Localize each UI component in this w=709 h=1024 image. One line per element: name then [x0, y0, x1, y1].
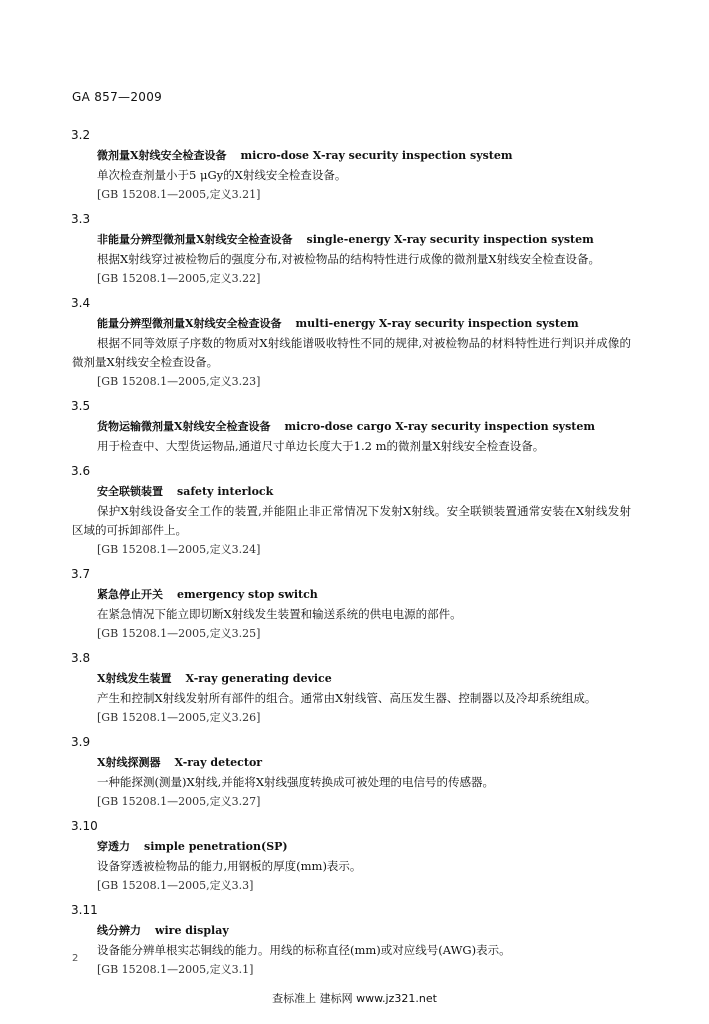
term-number: 3.11 [71, 903, 98, 917]
term-entry [0, 731, 709, 811]
term-title [0, 669, 709, 689]
term-entry [0, 460, 709, 559]
term-entry [0, 124, 709, 204]
term-definition: 在紧急情况下能立即切断X射线发生装置和输送系统的供电电源的部件。 [97, 607, 462, 621]
term-title-chinese: 货物运输微剂量X射线安全检查设备 [97, 420, 271, 433]
term-title-chinese: 微剂量X射线安全检查设备 [97, 149, 227, 162]
term-title [0, 417, 709, 437]
term-number: 3.9 [71, 735, 91, 749]
term-definition: 保护X射线设备安全工作的装置,并能阻止非正常情况下发射X射线。安全联锁装置通常安装在X射线发射区域的可拆卸部件上。 [72, 504, 631, 537]
term-definition: 根据不同等效原子序数的物质对X射线能谱吸收特性不同的规律,对被检物品的材料特性进行判识并成像的微剂量X射线安全检查设备。 [72, 336, 631, 369]
term-title-english: wire display [155, 924, 229, 937]
term-definition: 设备能分辨单根实芯铜线的能力。用线的标称直径(mm)或对应线号(AWG)表示。 [97, 943, 511, 957]
term-title-chinese: X射线发生装置 [97, 672, 172, 685]
term-entry [0, 208, 709, 288]
watermark-footer: 查标准上 建标网 www.jz321.net [272, 992, 437, 1005]
term-title [0, 314, 709, 334]
term-number: 3.8 [71, 651, 91, 665]
term-definition: 单次检查剂量小于5 μGy的X射线安全检查设备。 [97, 168, 347, 182]
term-title-english: X-ray detector [174, 756, 263, 769]
term-source: [GB 15208.1—2005,定义3.27] [97, 795, 261, 808]
term-title-chinese: 穿透力 [97, 840, 130, 853]
term-source: [GB 15208.1—2005,定义3.21] [97, 188, 261, 201]
standard-header: GA 857—2009 [72, 90, 163, 104]
term-entry [0, 899, 709, 979]
term-title [0, 482, 709, 502]
term-title-chinese: 非能量分辨型微剂量X射线安全检查设备 [97, 233, 293, 246]
term-title-english: single-energy X-ray security inspection system [306, 233, 594, 246]
term-title-english: simple penetration(SP) [144, 840, 288, 853]
term-number: 3.10 [71, 819, 98, 833]
term-definition: 设备穿透被检物品的能力,用钢板的厚度(mm)表示。 [97, 859, 362, 873]
term-source: [GB 15208.1—2005,定义3.25] [97, 627, 261, 640]
term-entry [0, 292, 709, 391]
term-definition: 产生和控制X射线发射所有部件的组合。通常由X射线管、高压发生器、控制器以及冷却系统组成。 [97, 691, 597, 705]
term-number: 3.7 [71, 567, 91, 581]
term-title [0, 585, 709, 605]
term-number: 3.3 [71, 212, 91, 226]
term-title-chinese: 安全联锁装置 [97, 485, 163, 498]
term-source: [GB 15208.1—2005,定义3.24] [97, 543, 261, 556]
term-title-chinese: X射线探测器 [97, 756, 161, 769]
term-title [0, 146, 709, 166]
term-title-english: micro-dose X-ray security inspection system [240, 149, 513, 162]
term-source: [GB 15208.1—2005,定义3.22] [97, 272, 261, 285]
term-title-english: multi-energy X-ray security inspection system [295, 317, 579, 330]
term-number: 3.4 [71, 296, 91, 310]
term-definition: 根据X射线穿过被检物后的强度分布,对被检物品的结构特性进行成像的微剂量X射线安全检查设备。 [97, 252, 601, 266]
term-title-english: X-ray generating device [185, 672, 332, 685]
term-entry [0, 815, 709, 895]
term-definition: 用于检查中、大型货运物品,通道尺寸单边长度大于1.2 m的微剂量X射线安全检查设备。 [97, 439, 545, 453]
term-title-english: emergency stop switch [177, 588, 318, 601]
term-entry [0, 647, 709, 727]
term-title-chinese: 能量分辨型微剂量X射线安全检查设备 [97, 317, 282, 330]
term-source: [GB 15208.1—2005,定义3.1] [97, 963, 254, 976]
term-source: [GB 15208.1—2005,定义3.3] [97, 879, 254, 892]
term-title [0, 837, 709, 857]
term-title [0, 230, 709, 250]
term-source: [GB 15208.1—2005,定义3.26] [97, 711, 261, 724]
term-entry [0, 395, 709, 456]
term-title-chinese: 紧急停止开关 [97, 588, 163, 601]
term-number: 3.6 [71, 464, 91, 478]
term-title-chinese: 线分辨力 [97, 924, 141, 937]
term-title [0, 921, 709, 941]
term-title-english: safety interlock [177, 485, 274, 498]
term-number: 3.5 [71, 399, 91, 413]
term-definition: 一种能探测(测量)X射线,并能将X射线强度转换成可被处理的电信号的传感器。 [97, 775, 494, 789]
term-list [0, 124, 709, 983]
term-title [0, 753, 709, 773]
term-number: 3.2 [71, 128, 91, 142]
term-entry [0, 563, 709, 643]
page-number: 2 [72, 953, 79, 964]
term-source: [GB 15208.1—2005,定义3.23] [97, 375, 261, 388]
term-title-english: micro-dose cargo X-ray security inspection system [284, 420, 595, 433]
